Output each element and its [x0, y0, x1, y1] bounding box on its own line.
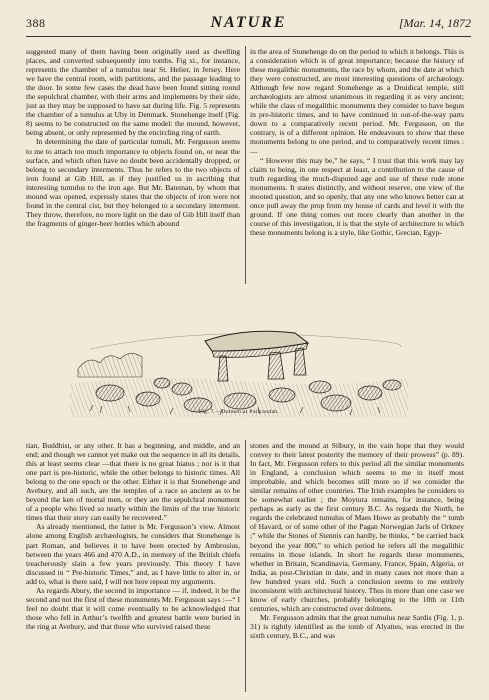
column-divider-bottom: [245, 440, 246, 692]
column-right-bottom: [250, 441, 464, 640]
paragraph: As regards Abury, the second in importance — if, indeed, it be the second and not the first of these monuments Mr. Fergusson says :—“ I feel no doubt that it will come eventually to be acknowledged that those who fell in Arthur’s twelfth and greatest battle were buried in the ring at Avebury, and that those who survived raised these: [26, 585, 240, 631]
journal-title: NATURE: [210, 14, 287, 31]
paragraph: As already mentioned, the latter is Mr. Fergusson’s view. Almost alone among English archæologists, he considers that Stonehenge is part Roman, and believes it to have been erected by Ambrosius, between the years 466 and 470 A.D., in memory of the British chiefs treacherously slain a few years previously. This theory I have discussed in “ Pre-historic Times,” and, as I have little to alter in, or add to, what is there said, I will not here repeat my arguments.: [26, 522, 240, 586]
issue-date: [Mar. 14, 1872: [398, 16, 471, 30]
paragraph: tian, Buddhist, or any other. It has a beginning, and middle, and an end; and though we cannot yet make out the sequence in all its details, this at least seems clear —that there is no great hiatus ; nor is it that one part is pre-historic, while the other belongs to historic times. All belong to the one epoch or the other. Either it is that Stonehenge and Avebury, and all such, are the temples of a race so ancient as to be beyond the ken of mortal men, or they are the sepulchral monument of a people who lived so nearly within the limits of the true historic times that their story can easily be recovered.”: [26, 441, 240, 523]
column-left-top: [26, 47, 240, 228]
column-divider-top: [245, 46, 246, 284]
dolmen-illustration: [70, 289, 408, 417]
paragraph: in the area of Stonehenge do on the period to which it belongs. This is a consideration which is of great importance; because the history of these megalithic monuments, the race by whom, and the date at which they were constructed, are most interesting questions of archæology. Although few now regard Stonehenge as a Druidical temple, still archæologists are almost unanimous in regarding it as very ancient; while the class of megalithic monuments they consider to have begun in pre-historic times, and to have continued in out-of-the-way parts down to a comparatively recent period. Mr. Fergusson, on the contrary, is of a different opinion. He endeavours to show that these monuments belong to one period, and to comparatively recent times :—: [250, 47, 464, 156]
paragraph: In determining the date of particular tumuli, Mr. Fergusson seems to me to attach too much importance to objects found on, or near the surface, and which often have no doubt been accidentally dropped, or belong to secondary interments. Thus he refers to the two objects of iron found at Gib Hill, as if they justified us in ascribing that interesting tumulus to the iron age. But Mr. Bateman, by whom that mound was opened, expressly states that the objects of iron were not found in the central cist, but they belonged to a secondary interment. They throw, therefore, no more light on the date of Gib Hill itself than the fragments of ginger-beer bottles which abound: [26, 137, 240, 228]
paragraph: suggested many of them having been originally used as dwelling places, and converted subsequently into tombs. Fig xi., for instance, represents the chamber of a tumulus near St. Helier, in Jersey. Here we have the central room, with partitions, and the passage leading to the door. In some few cases the dead have been found sitting round the sepulchral chamber, with their arms and implements by their side, just as they may be supposed to have sat during life. Fig. 5 represents the chamber of a tumulus at Uby in Denmark. Stonehenge itself (Fig. 8) seems to be constructed on the same model: the mound, however, being absent, or only represented by the encircling ring of earth.: [26, 47, 240, 138]
figure-caption: Fig. 7.—Dolmen at Pulicondah.: [198, 409, 280, 415]
page-header: [26, 14, 471, 37]
dolmen-engraving: [70, 289, 408, 417]
paragraph: Mr. Fergusson admits that the great tumulus near Sardis (Fig. 1, p. 31) is rightly identified as the tomb of Alyattes, was erected in the sixth century, B.C., and was: [250, 612, 464, 640]
paragraph: “ However this may be,” he says, “ I trust that this work may lay claim to being, in one respect at least, a contribution to the cause of truth regarding the much-disputed age and use of these rude stone monuments. It states distinctly, and without reserve, one view of the mooted question, and so openly, that any one who knows better can at once pull away the prop from my house of cards and level it with the ground. If one thing comes out more clearly than another in the course of this investigation, it is that the style of architecture to which these monuments belong is a style, like Gothic, Grecian, Egyp-: [250, 155, 464, 237]
column-right-top: [250, 47, 464, 237]
paragraph: stones and the mound at Silbury, in the vain hope that they would convey to their latest posterity the memory of their prowess” (p. 89). In fact, Mr. Fergusson refers to this period all the similar monuments in England, a conclusion which seems to me in itself most improbable, and which becomes still more so if we consider the similar remains of other countries. The Irish examples he considers to be somewhat earlier ; the Moytura remains, for instance, being perhaps as early as the first century B.C. As regards the North, he regards the celebrated tumulus of Maes Howe as probably the “ tomb of Havard, or of some other of the Pagan Norwegian Jarls of Orkney ;” while the Stones of Stennis can hardly, he thinks, “ be carried back beyond the year 800,” to which period he refers all the megalithic remains in those islands. In short he regards these monuments, whether in Britain, Scandinavia, Germany, France, Spain, Algeria, or India, as post-Christian in date, and in many cases not more than a few hundred years old. Such a conclusion seems to me entirely inconsistent with architectural history. Thus in more than one case we know of early churches, probably belonging to the 10th or 11th centuries, which are constructed over dolmens.: [250, 441, 464, 613]
page-number: 388: [26, 16, 46, 30]
column-left-bottom: [26, 441, 240, 631]
